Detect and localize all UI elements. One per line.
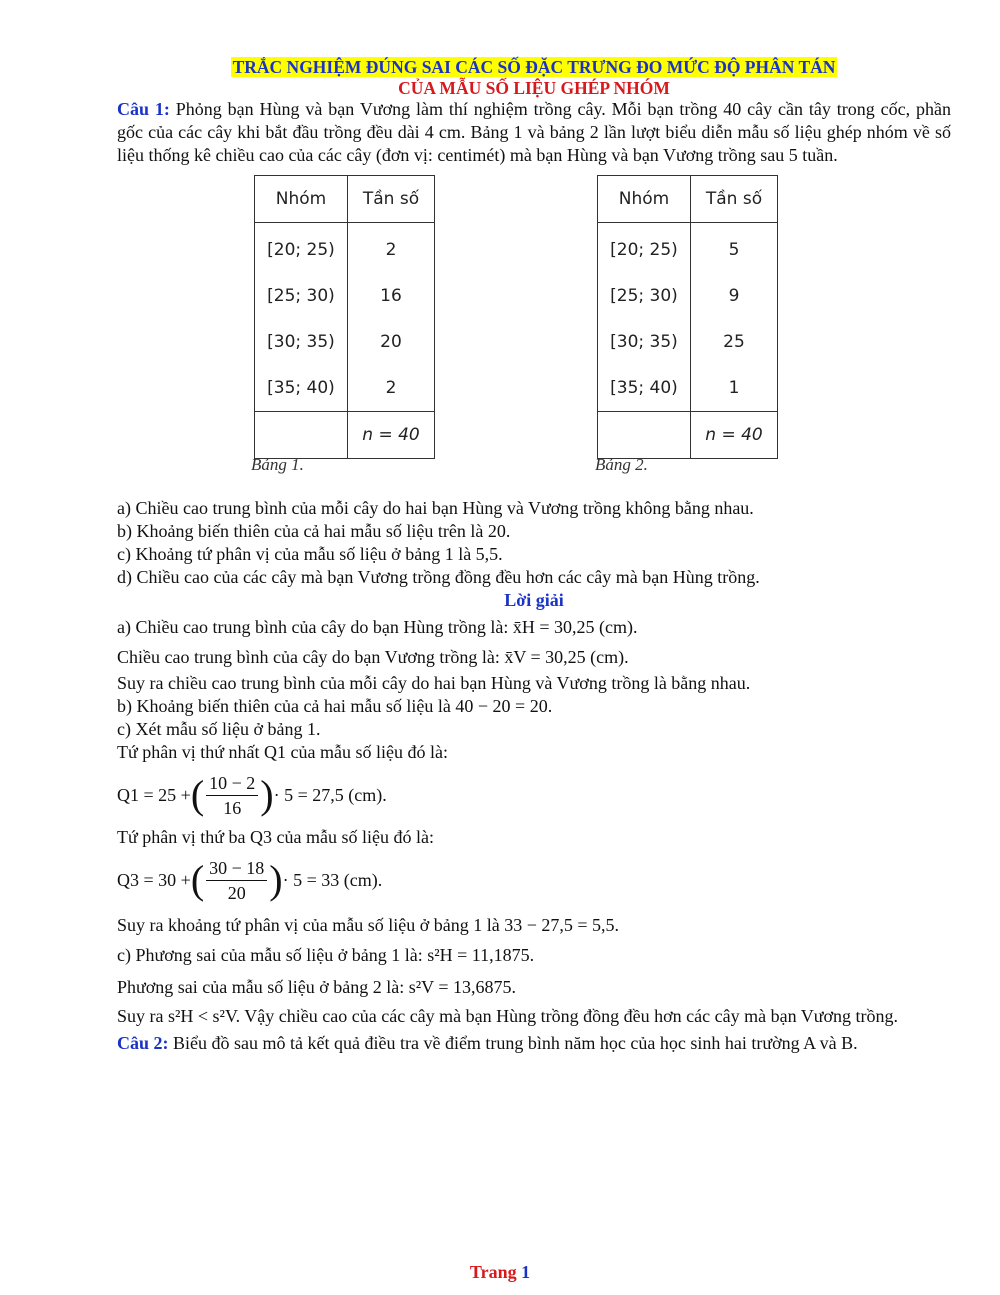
- table-2-freq: 25: [723, 332, 745, 352]
- question-2-label: Câu 2:: [117, 1033, 169, 1053]
- solution-c1: c) Xét mẫu số liệu ở bảng 1.: [117, 719, 321, 739]
- table-2-group: [20; 25): [610, 240, 678, 260]
- formula-q1-denominator: 16: [223, 797, 242, 818]
- page-footer: [0, 1262, 1000, 1283]
- table-1-freq: 2: [385, 378, 397, 398]
- table-1-header-freq: Tần số: [348, 176, 435, 223]
- statement-c: c) Khoảng tứ phân vị của mẫu số liệu ở bảng 1 là 5,5.: [117, 544, 503, 564]
- solution-heading: Lời giải: [504, 590, 564, 610]
- solution-d2: Phương sai của mẫu số liệu ở bảng 2 là: s²V = 13,6875.: [117, 977, 516, 997]
- table-1-group: [20; 25): [267, 240, 335, 260]
- paren-open: (: [190, 772, 205, 817]
- table-2-freq: 9: [728, 286, 740, 306]
- page-title: TRẮC NGHIỆM ĐÚNG SAI CÁC SỐ ĐẶC TRƯNG ĐO MỨC ĐỘ PHÂN TÁN: [232, 57, 836, 77]
- solution-d1: c) Phương sai của mẫu số liệu ở bảng 1 là: s²H = 11,1875.: [117, 945, 535, 965]
- table-2-group: [35; 40): [610, 378, 678, 398]
- table-1-freq: 16: [380, 286, 402, 306]
- formula-q1-rhs: · 5 = 27,5 (cm).: [273, 784, 387, 805]
- table-2-freq: 1: [728, 378, 740, 398]
- table-1-group: [30; 35): [267, 332, 335, 352]
- solution-b1: b) Khoảng biến thiên của cả hai mẫu số liệu là 40 − 20 = 20.: [117, 696, 553, 716]
- statement-d: d) Chiều cao của các cây mà bạn Vương trồng đồng đều hơn các cây mà bạn Hùng trồng.: [117, 567, 760, 587]
- formula-q3-fraction: [206, 856, 267, 905]
- statement-a: a) Chiều cao trung bình của mỗi cây do hai bạn Hùng và Vương trồng không bằng nhau.: [117, 498, 754, 518]
- solution-c3: Tứ phân vị thứ ba Q3 của mẫu số liệu đó là:: [117, 827, 434, 847]
- solution-d3: Suy ra s²H < s²V. Vậy chiều cao của các cây mà bạn Hùng trồng đồng đều hơn các cây mà bạn Vương trồng.: [117, 1006, 899, 1026]
- paren-close: ): [260, 772, 274, 817]
- paren-close: ): [269, 857, 283, 902]
- tables-area: [117, 167, 951, 497]
- table-2-header-freq: Tần số: [691, 176, 778, 223]
- solution-a2: Chiều cao trung bình của cây do bạn Vương trồng là: x̄V = 30,25 (cm).: [117, 647, 629, 667]
- question-1: [117, 98, 951, 167]
- table-2-total: n = 40: [691, 412, 778, 459]
- formula-q3-denominator: 20: [227, 882, 246, 903]
- table-2-group: [25; 30): [610, 286, 678, 306]
- table-1-caption: Bảng 1.: [251, 455, 304, 474]
- solution-c2: Tứ phân vị thứ nhất Q1 của mẫu số liệu đó là:: [117, 742, 448, 762]
- solution-c4: Suy ra khoảng tứ phân vị của mẫu số liệu ở bảng 1 là 33 − 27,5 = 5,5.: [117, 915, 619, 935]
- formula-q1-numerator: 10 − 2: [206, 771, 258, 796]
- formula-q3-rhs: · 5 = 33 (cm).: [282, 869, 383, 890]
- table-2-header-group: Nhóm: [598, 176, 691, 223]
- table-1-freq: 20: [380, 332, 402, 352]
- table-1-header-group: Nhóm: [255, 176, 348, 223]
- question-2: [117, 1032, 951, 1055]
- table-2-freq: 5: [728, 240, 740, 260]
- table-1: [254, 175, 435, 459]
- solution-a1: a) Chiều cao trung bình của cây do bạn Hùng trồng là: x̄H = 30,25 (cm).: [117, 617, 638, 637]
- formula-q1-lhs: Q1 = 25 +: [117, 784, 191, 805]
- question-1-text: Phỏng bạn Hùng và bạn Vương làm thí nghiệm trồng cây. Mỗi bạn trồng 40 cây cần tây trong cốc, phần gốc của các cây khi bắt đầu trồng đều dài 4 cm. Bảng 1 và bảng 2 lần lượt biểu diễn mẫu số liệu ghép nhóm về số liệu thống kê chiều cao của các cây (đơn vị: centimét) mà bạn Hùng và bạn Vương trồng sau 5 tuần.: [117, 99, 951, 165]
- formula-q3-lhs: Q3 = 30 +: [117, 869, 191, 890]
- table-2: [597, 175, 778, 459]
- formula-q3-numerator: 30 − 18: [206, 856, 267, 881]
- paren-open: (: [190, 857, 205, 902]
- solution-a3: Suy ra chiều cao trung bình của mỗi cây do hai bạn Hùng và Vương trồng là bằng nhau.: [117, 673, 751, 693]
- formula-q1: [117, 764, 951, 826]
- table-2-caption: Bảng 2.: [595, 455, 648, 474]
- table-1-total-blank: [255, 412, 348, 459]
- table-1-group: [25; 30): [267, 286, 335, 306]
- table-1-total: n = 40: [348, 412, 435, 459]
- document-page: [117, 56, 951, 1055]
- question-1-label: Câu 1:: [117, 99, 170, 119]
- table-2-total-blank: [598, 412, 691, 459]
- formula-q3: [117, 849, 951, 911]
- table-1-group: [35; 40): [267, 378, 335, 398]
- footer-label: Trang: [469, 1262, 517, 1282]
- footer-page-number: 1: [521, 1262, 531, 1282]
- page-subtitle: CỦA MẪU SỐ LIỆU GHÉP NHÓM: [398, 78, 670, 98]
- table-2-group: [30; 35): [610, 332, 678, 352]
- formula-q1-fraction: [206, 771, 258, 820]
- statement-b: b) Khoảng biến thiên của cả hai mẫu số liệu trên là 20.: [117, 521, 511, 541]
- question-2-text: Biểu đồ sau mô tả kết quả điều tra về điểm trung bình năm học của học sinh hai trường A và B.: [173, 1033, 858, 1053]
- table-1-freq: 2: [385, 240, 397, 260]
